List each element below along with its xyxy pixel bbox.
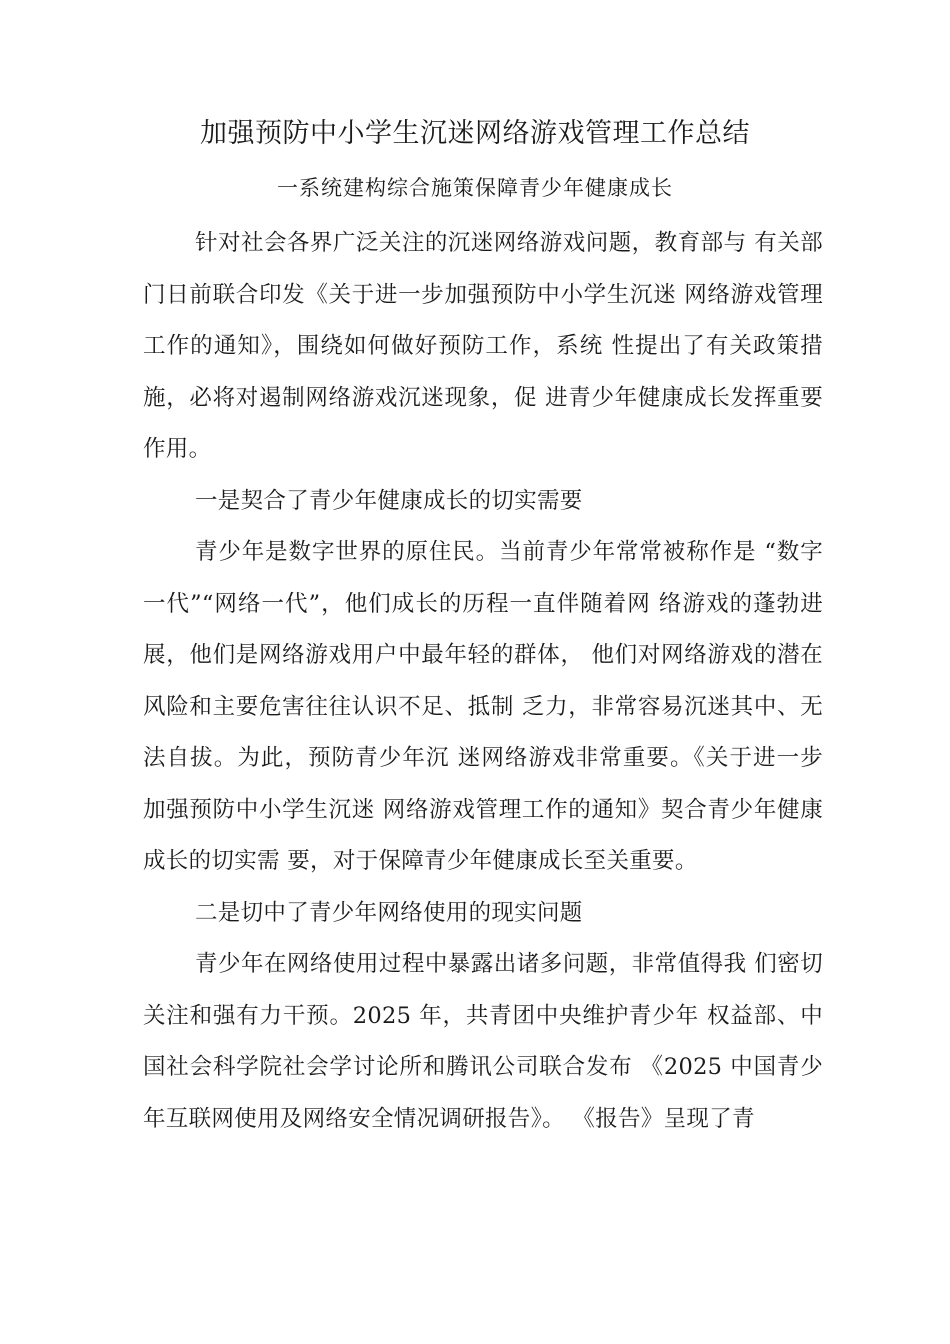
document-body: [143, 218, 823, 1145]
document-title: 加强预防中小学生沉迷网络游戏管理工作总结: [200, 118, 750, 149]
paragraph-section-2: 青少年在网络使用过程中暴露出诸多问题，非常值得我 们密切关注和强有力干预。2025 年，共青团中央维护青少年 权益部、中国社会科学院社会学讨论所和腾讯公司联合发布 《2025 中国青少年互联网使用及网络安全情况调研报告》。 《报告》呈现了青: [143, 951, 823, 1132]
paragraph-intro: 针对社会各界广泛关注的沉迷网络游戏问题，教育部与 有关部门日前联合印发《关于进一步加强预防中小学生沉迷 网络游戏管理工作的通知》，围绕如何做好预防工作，系统 性提出了有关政策措施，必将对遏制网络游戏沉迷现象，促 进青少年健康成长发挥重要作用。: [143, 230, 823, 462]
section-heading-1: 一是契合了青少年健康成长的切实需要: [195, 487, 583, 514]
document-subtitle: 一系统建构综合施策保障青少年健康成长: [277, 176, 673, 200]
paragraph-section-1: 青少年是数字世界的原住民。当前青少年常常被称作是 “数字一代”“网络一代”，他们成长的历程一直伴随着网 络游戏的蓬勃进展，他们是网络游戏用户中最年轻的群体， 他们对网络游戏的潜在风险和主要危害往往认识不足、抵制 乏力，非常容易沉迷其中、无法自拔。为此，预防青少年沉 迷网络游戏非常重要。《关于进一步加强预防中小学生沉迷 网络游戏管理工作的通知》契合青少年健康成长的切实需 要，对于保障青少年健康成长至关重要。: [143, 539, 823, 874]
section-heading-2: 二是切中了青少年网络使用的现实问题: [195, 899, 583, 926]
